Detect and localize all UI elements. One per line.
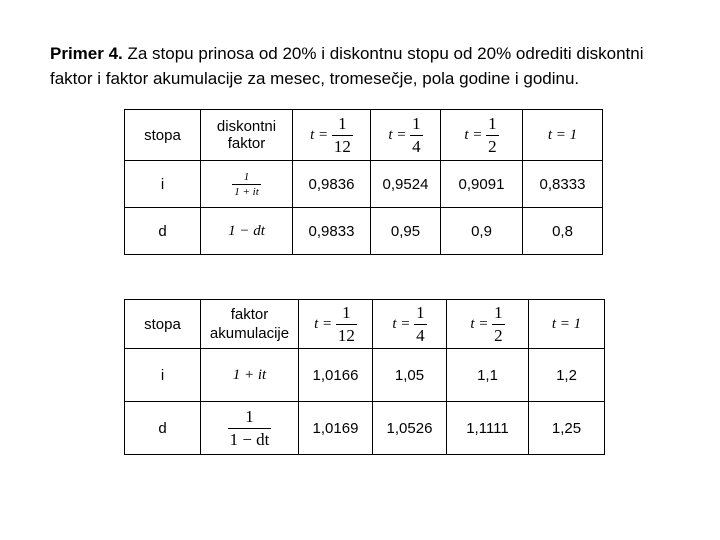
value-cell: 0,8: [523, 208, 603, 255]
table-header-row: [125, 110, 603, 161]
value-cell: 0,9836: [293, 161, 371, 208]
table-row: [125, 349, 605, 402]
value-cell: 1,1111: [447, 402, 529, 455]
header-stopa: stopa: [125, 110, 201, 161]
header-period-half-year: t = $\frac{1}{2}$: [447, 300, 529, 349]
row-stopa: i: [125, 161, 201, 208]
problem-heading: [50, 41, 690, 91]
value-cell: 1,25: [529, 402, 605, 455]
row-formula: 1 + it: [201, 349, 299, 402]
row-stopa: i: [125, 349, 201, 402]
heading-prefix: Primer 4.: [50, 44, 123, 63]
value-cell: 0,8333: [523, 161, 603, 208]
header-period-quarter: t = $\frac{1}{4}$: [373, 300, 447, 349]
table-row: [125, 208, 603, 255]
value-cell: 1,1: [447, 349, 529, 402]
row-formula: $\frac{1}{1 - dt}$: [201, 402, 299, 455]
table-header-row: [125, 300, 605, 349]
value-cell: 0,9091: [441, 161, 523, 208]
header-period-half-year: t = $\frac{1}{2}$: [441, 110, 523, 161]
value-cell: 1,0526: [373, 402, 447, 455]
value-cell: 0,9: [441, 208, 523, 255]
table-row: [125, 402, 605, 455]
value-cell: 0,95: [371, 208, 441, 255]
value-cell: 1,05: [373, 349, 447, 402]
accumulation-factor-table: [124, 299, 605, 455]
header-period-year: t = 1: [529, 300, 605, 349]
header-factor: faktor akumulacije: [201, 300, 299, 349]
header-period-month: t = $\frac{1}{12}$: [299, 300, 373, 349]
value-cell: 0,9524: [371, 161, 441, 208]
header-period-month: t = $\frac{1}{12}$: [293, 110, 371, 161]
row-formula: 1 − dt: [201, 208, 293, 255]
heading-text: Za stopu prinosa od 20% i diskontnu stopu od 20% odrediti diskontni faktor i faktor akumulacije za mesec, tromesečje, pola godine i godinu.: [50, 44, 644, 88]
discount-factor-table: [124, 109, 603, 255]
value-cell: 0,9833: [293, 208, 371, 255]
header-period-year: t = 1: [523, 110, 603, 161]
value-cell: 1,2: [529, 349, 605, 402]
value-cell: 1,0166: [299, 349, 373, 402]
header-factor: diskontni faktor: [201, 110, 293, 161]
row-stopa: d: [125, 208, 201, 255]
row-stopa: d: [125, 402, 201, 455]
header-period-quarter: t = $\frac{1}{4}$: [371, 110, 441, 161]
row-formula: $\frac{1}{1 + it}$: [201, 161, 293, 208]
value-cell: 1,0169: [299, 402, 373, 455]
header-stopa: stopa: [125, 300, 201, 349]
table-row: [125, 161, 603, 208]
